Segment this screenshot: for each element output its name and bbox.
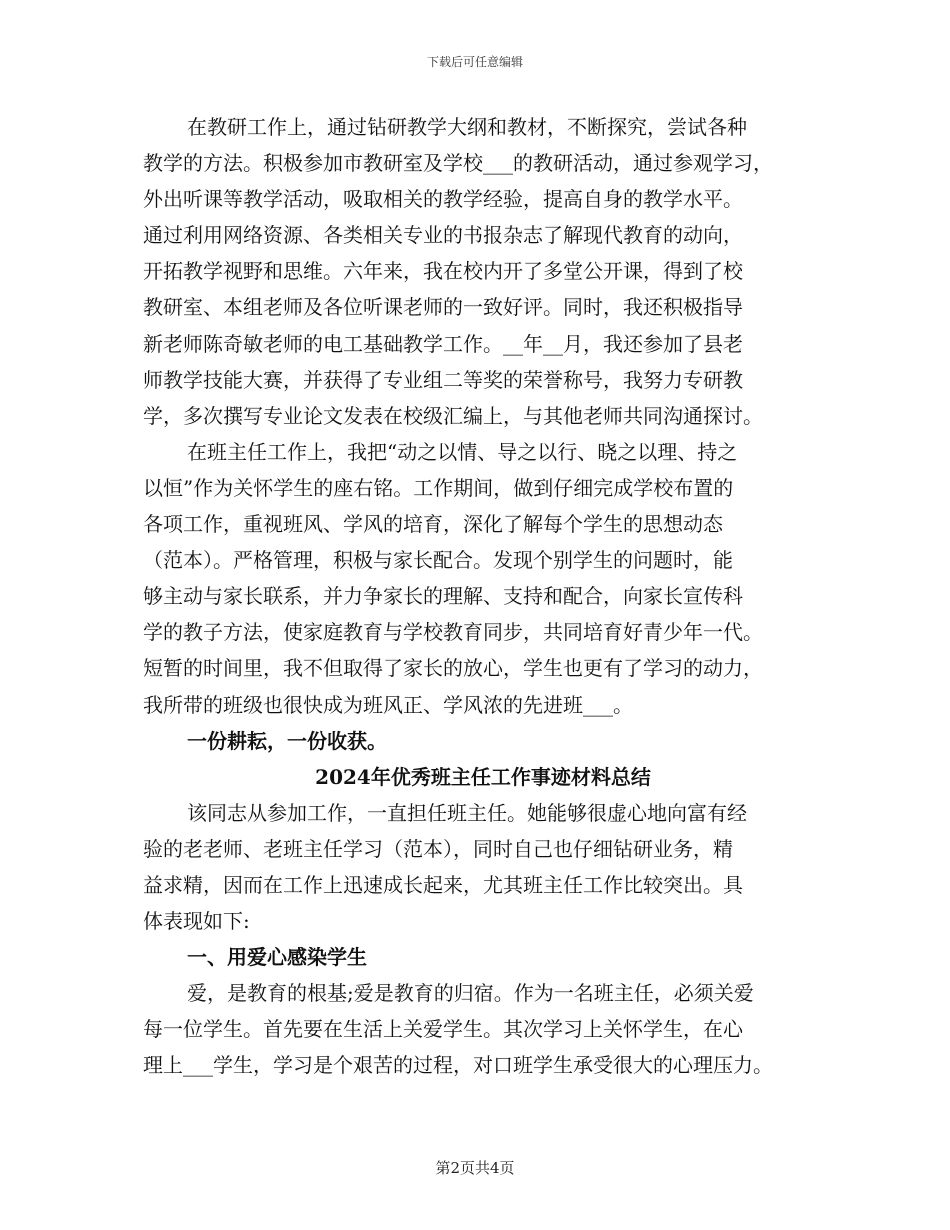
paragraph-line: 开拓教学视野和思维。六年来，我在校内开了多堂公开课，得到了校 [143, 259, 743, 284]
paragraph-line: 外出听课等教学活动，吸取相关的教学经验，提高自身的教学水平。 [143, 187, 743, 212]
paragraph-line: 每一位学生。首先要在生活上关爱学生。其次学习上关怀学生，在心 [143, 1017, 743, 1042]
paragraph-line: 教研室、本组老师及各位听课老师的一致好评。同时，我还积极指导 [143, 295, 743, 320]
paragraph-line: 新老师陈奇敏老师的电工基础教学工作。__年__月，我还参加了县老 [143, 331, 743, 356]
paragraph-line: 通过利用网络资源、各类相关专业的书报杂志了解现代教育的动向， [143, 223, 743, 248]
paragraph-line: 各项工作，重视班风、学风的培育，深化了解每个学生的思想动态 [143, 512, 723, 537]
paragraph-line: 学的教子方法，使家庭教育与学校教育同步，共同培育好青少年一代。 [143, 620, 763, 645]
paragraph-line: 以恒”作为关怀学生的座右铭。工作期间，做到仔细完成学校布置的 [143, 475, 734, 500]
paragraph-line: 我所带的班级也很快成为班风正、学风浓的先进班___。 [143, 692, 633, 717]
paragraph-line: 师教学技能大赛，并获得了专业组二等奖的荣誉称号，我努力专研教 [143, 367, 743, 392]
page-header: 下载后可任意编辑 [426, 55, 523, 69]
paragraph-line: 教学的方法。积极参加市教研室及学校___的教研活动，通过参观学习， [143, 151, 773, 176]
paragraph-line: 学，多次撰写专业论文发表在校级汇编上，与其他老师共同沟通探讨。 [143, 403, 763, 428]
document-body [143, 109, 823, 1084]
paragraph-line: 短暂的时间里，我不但取得了家长的放心，学生也更有了学习的动力， [143, 656, 763, 681]
section-title: 2024年优秀班主任工作事迹材料总结 [315, 764, 651, 789]
closing-line: 一份耕耘，一份收获。 [187, 728, 387, 753]
page-footer: 第2页共4页 [435, 1159, 515, 1177]
paragraph-line: 在班主任工作上，我把“动之以情、导之以行、晓之以理、持之 [187, 439, 738, 464]
subsection-heading: 一、用爱心感染学生 [187, 945, 367, 970]
paragraph-line: 在教研工作上，通过钻研教学大纲和教材，不断探究，尝试各种 [187, 115, 747, 139]
paragraph-line: 理上___学生，学习是个艰苦的过程，对口班学生承受很大的心理压力。 [143, 1053, 773, 1078]
paragraph-line: 够主动与家长联系，并力争家长的理解、支持和配合，向家长宣传科 [143, 584, 743, 609]
paragraph-line: 该同志从参加工作，一直担任班主任。她能够很虚心地向富有经 [187, 800, 747, 825]
paragraph-line: 体表现如下: [143, 909, 250, 934]
paragraph-line: 爱，是教育的根基;爱是教育的归宿。作为一名班主任，必须关爱 [187, 981, 754, 1006]
paragraph-line: 益求精，因而在工作上迅速成长起来，尤其班主任工作比较突出。具 [143, 872, 743, 897]
paragraph-line: 验的老老师、老班主任学习（范本），同时自己也仔细钻研业务，精 [143, 836, 733, 861]
paragraph-line: （范本）。严格管理，积极与家长配合。发现个别学生的问题时，能 [143, 548, 733, 573]
